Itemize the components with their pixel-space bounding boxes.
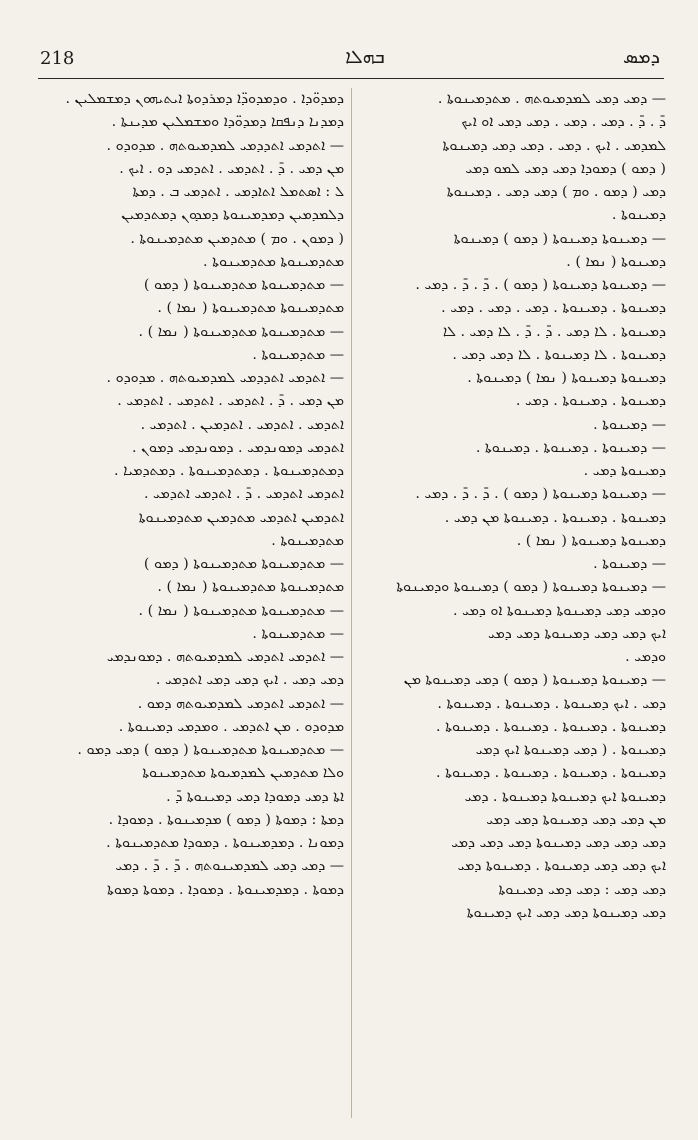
entry-line: ܕܡܝܢܘܬܐ ( ܢܡܐ ) . — [566, 253, 666, 270]
entry-line: — ܕܡܝܢܘܬܐ . — [593, 416, 666, 433]
entry-line: ܡܢ ܕܡܝ . ܕ̄ . ܐܬܕܡܝ . ܐܬܕܡܝ . ܐܬܕܡܝ . — [117, 393, 344, 410]
entry-line: — ܕܡܝܢܘܬܐ ܕܡܝܢܘܬܐ ( ܕܡܘ ) ܕܡܝܢܘܬܐ ܘܕܡܝܢܘܬܐ — [396, 579, 666, 596]
entry-line: ܕ̄ . ܕ̄ . ܕܡܝ . ܕܡܝ . ܕܡܝ ܕܡܝ ܐܘ ܐܝܟ — [461, 114, 666, 131]
entry-line: ܡܢ ܕܡܝ ܕܡܝ ܕܡܝܢܘܬܐ ܕܡܝ ܕܡܝ — [486, 811, 666, 828]
entry-line: ܡܬܕܡܝܢܘܬܐ ܡܬܕܡܝܢܘܬܐ . — [203, 253, 344, 270]
left-column — [38, 88, 344, 1123]
entry-line: ܠ : ܐܣܬܡܠ ܐܬܐܕܡܝ . ܐܬܕܡܝ ܒ . ܕܡܬܐ — [132, 184, 344, 200]
entry-line: ܕܡܝܢܘܬܐ ܕܡܝܢܘܬܐ ( ܢܡܐ ) . — [516, 532, 666, 549]
entry-line: ܡܕܘܕܘ . ܡܢ ܐܬܕܡܝ . ܘܡܕܡܝ ܕܡܝܢܘܬܐ . — [118, 718, 344, 735]
entry-line: ܡܬܕܡܝܢܘܬܐ . — [271, 532, 344, 549]
entry-line: ܕܡܝܢܘܬܐ . ( ܕܡܝ ܕܡܝܢܘܬܐ ܐܝܟ ܕܡܝ — [475, 742, 666, 758]
running-head: ܒܗܠܐ — [345, 46, 385, 68]
entry-line: ܡܬܕܡܝܢܘܬܐ ܡܬܕܡܝܢܘܬܐ ( ܢܡܐ ) . — [157, 300, 344, 317]
entry-line: — ܕܡܝ ܕܡܝ ܠܡܕܡܝܘܬܗ . ܡܬܕܡܝܢܘܬܐ . — [437, 91, 666, 107]
header-rule — [38, 78, 664, 79]
entry-line: ܕܡܝܢܘܬܐ . — [611, 207, 666, 224]
entry-line: ܕܡܬܕܡܝܢܘܬܐ . ܕܡܬܕܡܝܢܘܬܐ . ܕܡܬܕܡܝܐ . — [114, 463, 344, 479]
entry-line: — ܕܡܝܢܘܬܐ ܕܡܝܢܘܬܐ ( ܕܡܘ ) ܕܡܝܢܘܬܐ — [453, 230, 666, 247]
entry-line: — ܐܬܕܡܝ ܐܬܕܕܡܝ ܠܡܕܡܝܘܬܗ . ܡܕܘܕܘ . — [106, 137, 344, 154]
entry-line: — ܐܬܕܡܝ ܐܬܕܡܝ ܠܡܕܡܝܘܬܗ ܕܡܘ . — [137, 695, 344, 712]
entry-line: ܕܡܝ ܕܡܝܢܘܬܐ ܕܡܝ ܕܡܝ ܐܝܟ ܕܡܝܢܘܬܐ — [466, 904, 666, 921]
entry-line: ܕܡܝܢܘܬܐ . ܠܐ ܕܡܝܢܘܬܐ . ܠܐ ܕܡܝ ܕܡܝ . — [452, 346, 666, 363]
entry-line: — ܐܬܕܡܝ ܐܬܕܡܝ ܠܡܕܡܝܘܬܗ . ܕܡܘܢܕܡܝ — [106, 649, 344, 665]
entry-line: — ܕܡܝܢܘܬܐ . ܕܡܝܢܘܬܐ . ܕܡܝܢܘܬܐ . — [475, 439, 666, 456]
entry-line: ܕܡܕܢܐ ܕܢܦܩܐ ܕܡܕܘ̈ܕܐ ܘܡܫܡܠܝܢ ܡܕܝܢܬܐ . — [111, 114, 344, 131]
entry-line: ܕܡܝܢܘܬܐ ܐܝܟ ܕܡܝܢܘܬܐ ܕܡܝܢܘܬܐ . ܕܡܝ — [464, 788, 666, 805]
entry-line: ܐܬܕܡܝ . ܐܬܕܡܝ . ܐܬܕܡܝܢ . ܐܬܕܡܝ . — [140, 416, 344, 433]
page-header — [40, 44, 660, 74]
entry-line: ܠܡܕܡܝ . ܐܝܟ . ܕܡܝ . ܕܡܝ ܕܡܝ ܕܡܝܢܘܬܐ — [442, 137, 666, 154]
entry-line: ܕܡܝܢܘܬܐ . ܕܡܝܢܘܬܐ . ܕܡܝ . — [515, 393, 666, 410]
entry-line: ܕܡܝܢܘܬܐ . ܕܡܝܢܘܬܐ . ܕܡܝ . ܕܡܝ . ܕܡܝ . — [441, 300, 666, 317]
entry-line: — ܕܡܝܢܘܬܐ ܕܡܝܢܘܬܐ ( ܕܡܘ ) ܕܡܝ ܕܡܝܢܘܬܐ ܡܢ — [403, 672, 666, 689]
entry-line: ܘܕܡܝ . — [625, 649, 666, 665]
entry-line: — ܡܬܕܡܝܢܘܬܐ . — [252, 625, 344, 642]
column-divider — [351, 88, 352, 1118]
entry-line: ( ܕܡܘ ) ܕܡܘܕܐ ܕܡܝ ܕܡܝ ܠܡܘ ܕܡܝ — [465, 160, 666, 177]
entry-line: ܕܡܝܢܘܬܐ . ܕܡܝܢܘܬܐ . ܕܡܝܢܘܬܐ ܡܢ ܕܡܝ . — [444, 509, 666, 526]
entry-line: ܕܡܝ ܕܡܝ ܕܡܝ ܕܡܝܢܘܬܐ ܕܡܝ ܕܡܝ ܕܡܝ — [451, 835, 666, 851]
entry-line: — ܐܬܕܡܝ ܐܬܕܕܡܝ ܠܡܕܡܝܘܬܗ . ܡܕܘܕܘ . — [106, 370, 344, 386]
entry-line: — ܕܡܝܢܘܬܐ . — [593, 556, 666, 572]
entry-line: ܕܡܝ . ܐܝܟ ܕܡܝܢܘܬܐ . ܕܡܝܢܘܬܐ . ܕܡܝܢܘܬܐ . — [437, 695, 666, 712]
right-column — [360, 88, 666, 1123]
entry-line: ܕܡܕܘ̈ܕܐ . ܘܕܡܕܘܕ̈ܐ ܕܡܪܕܘܬܐ ܐܝܬܝܗܘܢ ܕܡܫܡܠܝܢ . — [65, 91, 344, 107]
entry-line: ܕܡܝܢܘܬܐ . ܕܡܝܢܘܬܐ . ܕܡܝܢܘܬܐ . ܕܡܝܢܘܬܐ . — [436, 718, 666, 735]
entry-line: — ܡܬܕܡܝܢܘܬܐ ܡܬܕܡܝܢܘܬܐ ( ܕܡܘ ) — [143, 277, 344, 293]
page-number: 218 — [40, 48, 75, 69]
entry-line: — ܕܡܝ ܕܡܝ ܠܡܕܡܝܢܘܬܗ . ܕ̄ . ܕ̄ . ܕܡܝ — [115, 858, 344, 875]
entry-line: ܐܝܟ ܕܡܝ ܕܡܝ ܕܡܝܢܘܬܐ ܕܡܝ ܕܡܝ — [487, 625, 666, 642]
entry-line: ܡܢ ܕܡܝ . ܕ̄ . ܐܬܕܡܝ . ܐܬܕܡܝ ܕܘ . ܐܝܟ . — [119, 160, 344, 177]
entry-line: ܕܠܡܕܡܝܢ ܕܡܕܡܝܢܘܬܐ ܕܡܕܘܢ ܕܡܬܕܡܝܢ — [121, 207, 344, 224]
entry-line: ܕܡܝܢܘܬܐ ܕܡܝܢܘܬܐ ( ܢܡܐ ) ܕܡܝܢܘܬܐ . — [467, 370, 666, 386]
entry-line: ܐܬܕܡܝ ܕܡܘܢܕܡܝ . ܕܡܘܢܕܡܝ ܕܡܘܢ . — [131, 439, 344, 456]
entry-line: ( ܕܡܘܢ . ܘܡ ) ܡܬܕܡܝܢ ܡܬܕܡܝܢܘܬܐ . — [130, 230, 344, 247]
entry-line: — ܕܡܝܢܘܬܐ ܕܡܝܢܘܬܐ ( ܕܡܘ ) . ܕ̄ . ܕ̄ . ܕܡܝ . — [415, 486, 666, 503]
entry-line: — ܡܬܕܡܝܢܘܬܐ ܡܬܕܡܝܢܘܬܐ ( ܕܡܘ ) — [143, 556, 344, 572]
entry-line: ܐܬܕܡܝ ܐܬܕܡܝ . ܕ̄ . ܐܬܕܡܝ ܐܬܕܡܝ . — [143, 486, 344, 503]
entry-line: ܕܡܘܬܐ . ܕܡܕܡܝܢܘܬܐ . ܕܡܘܕܐ . ܕܡܘܬܐ ܕܡܘܬܐ — [107, 881, 344, 898]
entry-line: ܐܬܕܡܝܢ ܐܬܕܡܝ ܡܬܕܡܝܢ ܡܬܕܡܝܢܘܬܐ — [138, 509, 344, 526]
entry-line: ܕܡܝ ܕܡܝ . ܐܝܟ ܕܡܝ ܕܡܝ ܐܬܕܡܝ . — [155, 672, 344, 689]
entry-line: ܕܡܝ ܕܡܝ : ܕܡܝ ܕܡܝ ܕܡܝܢܘܬܐ — [498, 881, 666, 898]
entry-line: — ܕܡܝܢܘܬܐ ܕܡܝܢܘܬܐ ( ܕܡܘ ) . ܕ̄ . ܕ̄ . ܕܡܝ . — [415, 277, 666, 293]
entry-line: — ܡܬܕܡܝܢܘܬܐ ܡܬܕܡܝܢܘܬܐ ( ܕܡܘ ) ܕܡܝ ܕܡܘ . — [77, 742, 344, 758]
entry-line: ܕܡܝܢܘܬܐ . ܕܡܝܢܘܬܐ . ܕܡܝܢܘܬܐ . ܕܡܝܢܘܬܐ . — [436, 765, 666, 782]
entry-line: ܕܡܘܢܐ . ܕܡܕܡܝܢܘܬܐ . ܕܡܘܕܐ ܡܬܕܡܝܢܘܬܐ . — [106, 835, 344, 851]
entry-line: ܕܡܝ ( ܕܡܘ . ܘܡ ) ܕܡܝ ܕܡܝ . ܕܡܝܢܘܬܐ — [446, 184, 666, 200]
entry-line: ܐܬܐ ܕܡܝ ܕܡܘܕܐ ܕܡܝ ܕܡܝܢܘܬܐ ܕ̄ . — [166, 788, 344, 805]
entry-line: — ܡܬܕܡܝܢܘܬܐ . — [252, 346, 344, 363]
entry-line: ܕܡܬܐ : ܕܡܘܬܐ ( ܕܡܘ ) ܡܕܡܝܢܘܬܐ . ܕܡܘܕܐ . — [108, 811, 344, 828]
entry-line: ܘܠܐ ܡܬܕܡܝܢ ܠܡܕܡܝܘܬܐ ܡܬܕܡܝܢܘܬܐ — [142, 765, 344, 782]
entry-line: ܕܡܝܢܘܬܐ . ܠܐ ܕܡܝ . ܕ̄ . ܕ̄ . ܠܐ ܕܡܝ . ܠܐ — [442, 323, 666, 340]
entry-line: ܕܡܝܢܘܬܐ ܕܡܝ . — [583, 463, 666, 479]
running-head-right: ܕܡܣ — [623, 46, 660, 68]
entry-line: — ܡܬܕܡܝܢܘܬܐ ܡܬܕܡܝܢܘܬܐ ( ܢܡܐ ) . — [138, 323, 344, 340]
entry-line: ܐܝܟ ܕܡܝ ܕܡܝ ܕܡܝܢܘܬܐ . ܕܡܝܢܘܬܐ ܕܡܝ — [457, 858, 666, 875]
entry-line: ܘܕܡܝ ܕܡܝ ܕܡܝܢܘܬܐ ܕܡܝܢܘܬܐ ܐܘ ܕܡܝ . — [452, 602, 666, 619]
entry-line: — ܡܬܕܡܝܢܘܬܐ ܡܬܕܡܝܢܘܬܐ ( ܢܡܐ ) . — [138, 602, 344, 619]
entry-line: ܡܬܕܡܝܢܘܬܐ ܡܬܕܡܝܢܘܬܐ ( ܢܡܐ ) . — [157, 579, 344, 596]
